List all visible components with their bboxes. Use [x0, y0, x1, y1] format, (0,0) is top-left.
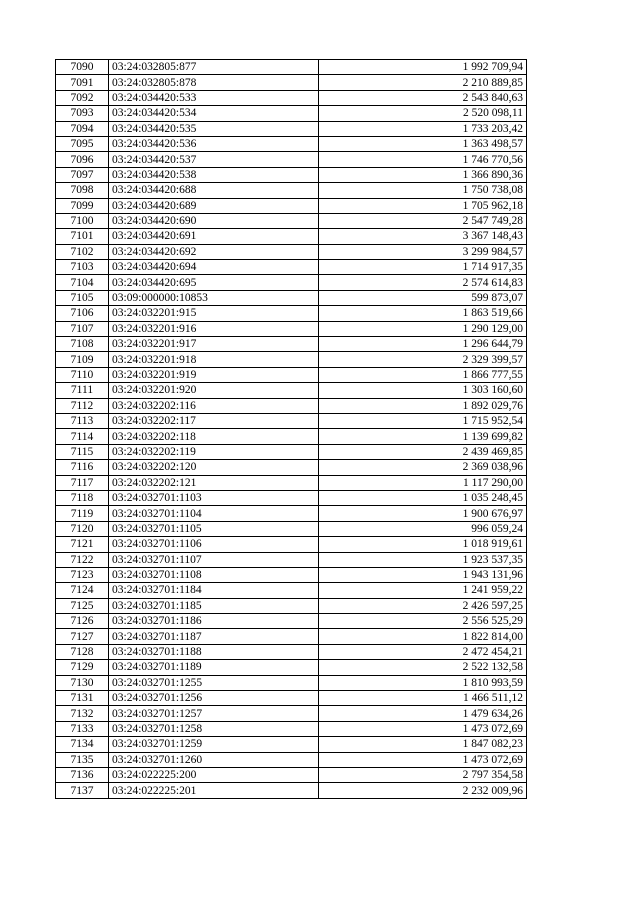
cadastral-value-cell: 1 900 676,97: [319, 506, 527, 521]
cadastral-number-cell: 03:24:032805:877: [109, 60, 319, 75]
cadastral-value-cell: 1 863 519,66: [319, 306, 527, 321]
cadastral-number-cell: 03:24:032701:1185: [109, 598, 319, 613]
row-number-cell: 7130: [56, 675, 109, 690]
row-number-cell: 7119: [56, 506, 109, 521]
row-number-cell: 7108: [56, 337, 109, 352]
cadastral-number-cell: 03:24:032202:116: [109, 398, 319, 413]
table-row: [56, 429, 527, 444]
cadastral-value-cell: 2 522 132,58: [319, 660, 527, 675]
cadastral-number-cell: 03:24:032201:919: [109, 367, 319, 382]
cadastral-number-cell: 03:24:032202:121: [109, 475, 319, 490]
cadastral-value-cell: 1 847 082,23: [319, 737, 527, 752]
cadastral-value-cell: 3 367 148,43: [319, 229, 527, 244]
cadastral-value-cell: 599 873,07: [319, 290, 527, 305]
row-number-cell: 7105: [56, 290, 109, 305]
table-row: [56, 691, 527, 706]
row-number-cell: 7095: [56, 136, 109, 151]
table-row: [56, 213, 527, 228]
table-row: [56, 136, 527, 151]
table-row: [56, 413, 527, 428]
cadastral-value-cell: 2 797 354,58: [319, 767, 527, 782]
table-row: [56, 721, 527, 736]
cadastral-number-cell: 03:24:032201:920: [109, 383, 319, 398]
cadastral-value-cell: 2 369 038,96: [319, 460, 527, 475]
cadastral-value-cell: 1 290 129,00: [319, 321, 527, 336]
row-number-cell: 7098: [56, 183, 109, 198]
row-number-cell: 7118: [56, 490, 109, 505]
cadastral-value-cell: 1 363 498,57: [319, 136, 527, 151]
row-number-cell: 7131: [56, 691, 109, 706]
cadastral-value-cell: 1 303 160,60: [319, 383, 527, 398]
cadastral-number-cell: 03:24:032701:1259: [109, 737, 319, 752]
cadastral-value-cell: 2 210 889,85: [319, 75, 527, 90]
cadastral-value-cell: 996 059,24: [319, 521, 527, 536]
row-number-cell: 7137: [56, 783, 109, 798]
table-row: [56, 767, 527, 782]
table-row: [56, 475, 527, 490]
cadastral-number-cell: 03:24:032201:918: [109, 352, 319, 367]
cadastral-value-cell: 2 426 597,25: [319, 598, 527, 613]
cadastral-value-cell: 1 473 072,69: [319, 721, 527, 736]
row-number-cell: 7090: [56, 60, 109, 75]
cadastral-value-cell: 1 750 738,08: [319, 183, 527, 198]
cadastral-number-cell: 03:24:034420:533: [109, 90, 319, 105]
cadastral-number-cell: 03:24:032201:916: [109, 321, 319, 336]
cadastral-value-cell: 1 117 290,00: [319, 475, 527, 490]
table-row: [56, 90, 527, 105]
cadastral-value-cell: 2 574 614,83: [319, 275, 527, 290]
row-number-cell: 7126: [56, 614, 109, 629]
table-row: [56, 321, 527, 336]
row-number-cell: 7127: [56, 629, 109, 644]
cadastral-number-cell: 03:24:034420:694: [109, 260, 319, 275]
table-row: [56, 614, 527, 629]
table-row: [56, 629, 527, 644]
row-number-cell: 7101: [56, 229, 109, 244]
row-number-cell: 7104: [56, 275, 109, 290]
table-row: [56, 275, 527, 290]
cadastral-number-cell: 03:24:032701:1188: [109, 644, 319, 659]
cadastral-value-cell: 1 139 699,82: [319, 429, 527, 444]
cadastral-number-cell: 03:24:032701:1103: [109, 490, 319, 505]
cadastral-number-cell: 03:24:034420:536: [109, 136, 319, 151]
table-row: [56, 260, 527, 275]
row-number-cell: 7109: [56, 352, 109, 367]
cadastral-value-cell: 1 992 709,94: [319, 60, 527, 75]
cadastral-number-cell: 03:24:022225:200: [109, 767, 319, 782]
cadastral-number-cell: 03:24:034420:689: [109, 198, 319, 213]
cadastral-number-cell: 03:24:032701:1187: [109, 629, 319, 644]
row-number-cell: 7115: [56, 444, 109, 459]
cadastral-number-cell: 03:24:034420:534: [109, 106, 319, 121]
row-number-cell: 7133: [56, 721, 109, 736]
cadastral-value-cell: 2 543 840,63: [319, 90, 527, 105]
table-row: [56, 60, 527, 75]
table-row: [56, 537, 527, 552]
row-number-cell: 7099: [56, 198, 109, 213]
table-row: [56, 398, 527, 413]
row-number-cell: 7097: [56, 167, 109, 182]
table-row: [56, 644, 527, 659]
row-number-cell: 7123: [56, 567, 109, 582]
table-row: [56, 660, 527, 675]
row-number-cell: 7128: [56, 644, 109, 659]
cadastral-value-cell: 1 733 203,42: [319, 121, 527, 136]
cadastral-number-cell: 03:24:032701:1256: [109, 691, 319, 706]
cadastral-number-cell: 03:24:032701:1104: [109, 506, 319, 521]
cadastral-number-cell: 03:24:034420:538: [109, 167, 319, 182]
cadastral-number-cell: 03:24:032701:1184: [109, 583, 319, 598]
row-number-cell: 7132: [56, 706, 109, 721]
table-row: [56, 106, 527, 121]
table-row: [56, 352, 527, 367]
cadastral-value-cell: 1 466 511,12: [319, 691, 527, 706]
table-row: [56, 290, 527, 305]
cadastral-number-cell: 03:24:032701:1107: [109, 552, 319, 567]
table-row: [56, 229, 527, 244]
cadastral-value-table: [55, 59, 527, 799]
cadastral-value-cell: 1 366 890,36: [319, 167, 527, 182]
table-row: [56, 598, 527, 613]
cadastral-number-cell: 03:24:032701:1189: [109, 660, 319, 675]
table-row: [56, 675, 527, 690]
cadastral-number-cell: 03:24:034420:535: [109, 121, 319, 136]
cadastral-value-cell: 3 299 984,57: [319, 244, 527, 259]
row-number-cell: 7113: [56, 413, 109, 428]
cadastral-number-cell: 03:24:032701:1186: [109, 614, 319, 629]
cadastral-value-cell: 2 520 098,11: [319, 106, 527, 121]
row-number-cell: 7125: [56, 598, 109, 613]
cadastral-value-cell: 1 018 919,61: [319, 537, 527, 552]
cadastral-number-cell: 03:24:022225:201: [109, 783, 319, 798]
cadastral-value-cell: 1 746 770,56: [319, 152, 527, 167]
row-number-cell: 7111: [56, 383, 109, 398]
row-number-cell: 7135: [56, 752, 109, 767]
row-number-cell: 7121: [56, 537, 109, 552]
table-row: [56, 121, 527, 136]
table-row: [56, 752, 527, 767]
cadastral-number-cell: 03:24:032201:917: [109, 337, 319, 352]
cadastral-value-cell: 1 714 917,35: [319, 260, 527, 275]
table-row: [56, 552, 527, 567]
row-number-cell: 7096: [56, 152, 109, 167]
cadastral-number-cell: 03:24:032701:1260: [109, 752, 319, 767]
cadastral-value-cell: 1 473 072,69: [319, 752, 527, 767]
cadastral-value-cell: 1 923 537,35: [319, 552, 527, 567]
cadastral-number-cell: 03:24:032701:1255: [109, 675, 319, 690]
row-number-cell: 7093: [56, 106, 109, 121]
table-row: [56, 337, 527, 352]
table-row: [56, 706, 527, 721]
row-number-cell: 7102: [56, 244, 109, 259]
table-row: [56, 367, 527, 382]
cadastral-number-cell: 03:24:032805:878: [109, 75, 319, 90]
row-number-cell: 7117: [56, 475, 109, 490]
table-row: [56, 383, 527, 398]
cadastral-number-cell: 03:24:034420:695: [109, 275, 319, 290]
cadastral-value-cell: 1 705 962,18: [319, 198, 527, 213]
cadastral-number-cell: 03:24:032701:1108: [109, 567, 319, 582]
row-number-cell: 7092: [56, 90, 109, 105]
cadastral-value-cell: 2 232 009,96: [319, 783, 527, 798]
table-row: [56, 783, 527, 798]
row-number-cell: 7129: [56, 660, 109, 675]
table-row: [56, 244, 527, 259]
cadastral-number-cell: 03:24:032202:118: [109, 429, 319, 444]
cadastral-number-cell: 03:24:032202:119: [109, 444, 319, 459]
row-number-cell: 7091: [56, 75, 109, 90]
table-body: [56, 60, 527, 799]
row-number-cell: 7122: [56, 552, 109, 567]
cadastral-value-cell: 1 810 993,59: [319, 675, 527, 690]
row-number-cell: 7100: [56, 213, 109, 228]
cadastral-number-cell: 03:24:034420:537: [109, 152, 319, 167]
row-number-cell: 7134: [56, 737, 109, 752]
cadastral-number-cell: 03:24:032202:120: [109, 460, 319, 475]
row-number-cell: 7112: [56, 398, 109, 413]
table-row: [56, 75, 527, 90]
cadastral-value-cell: 2 556 525,29: [319, 614, 527, 629]
cadastral-number-cell: 03:24:032701:1106: [109, 537, 319, 552]
cadastral-value-cell: 2 547 749,28: [319, 213, 527, 228]
table-row: [56, 583, 527, 598]
row-number-cell: 7124: [56, 583, 109, 598]
row-number-cell: 7116: [56, 460, 109, 475]
cadastral-value-cell: 2 329 399,57: [319, 352, 527, 367]
table-row: [56, 183, 527, 198]
cadastral-value-cell: 1 241 959,22: [319, 583, 527, 598]
table-row: [56, 460, 527, 475]
cadastral-number-cell: 03:24:032201:915: [109, 306, 319, 321]
cadastral-number-cell: 03:24:034420:690: [109, 213, 319, 228]
cadastral-value-cell: 1 035 248,45: [319, 490, 527, 505]
row-number-cell: 7120: [56, 521, 109, 536]
cadastral-value-cell: 2 472 454,21: [319, 644, 527, 659]
table-row: [56, 567, 527, 582]
row-number-cell: 7107: [56, 321, 109, 336]
row-number-cell: 7136: [56, 767, 109, 782]
cadastral-number-cell: 03:24:032701:1105: [109, 521, 319, 536]
cadastral-number-cell: 03:24:034420:688: [109, 183, 319, 198]
cadastral-value-cell: 1 296 644,79: [319, 337, 527, 352]
row-number-cell: 7103: [56, 260, 109, 275]
table-row: [56, 521, 527, 536]
cadastral-number-cell: 03:24:034420:691: [109, 229, 319, 244]
cadastral-value-cell: 1 866 777,55: [319, 367, 527, 382]
table-row: [56, 506, 527, 521]
cadastral-value-cell: 1 822 814,00: [319, 629, 527, 644]
table-row: [56, 490, 527, 505]
row-number-cell: 7094: [56, 121, 109, 136]
table-row: [56, 152, 527, 167]
cadastral-value-cell: 1 479 634,26: [319, 706, 527, 721]
cadastral-number-cell: 03:24:032701:1257: [109, 706, 319, 721]
cadastral-number-cell: 03:09:000000:10853: [109, 290, 319, 305]
cadastral-number-cell: 03:24:032701:1258: [109, 721, 319, 736]
cadastral-value-cell: 1 715 952,54: [319, 413, 527, 428]
row-number-cell: 7106: [56, 306, 109, 321]
row-number-cell: 7114: [56, 429, 109, 444]
table-row: [56, 167, 527, 182]
table-row: [56, 737, 527, 752]
cadastral-number-cell: 03:24:032202:117: [109, 413, 319, 428]
row-number-cell: 7110: [56, 367, 109, 382]
table-row: [56, 198, 527, 213]
cadastral-value-cell: 1 892 029,76: [319, 398, 527, 413]
cadastral-value-cell: 2 439 469,85: [319, 444, 527, 459]
table-row: [56, 444, 527, 459]
cadastral-value-cell: 1 943 131,96: [319, 567, 527, 582]
table-row: [56, 306, 527, 321]
cadastral-number-cell: 03:24:034420:692: [109, 244, 319, 259]
